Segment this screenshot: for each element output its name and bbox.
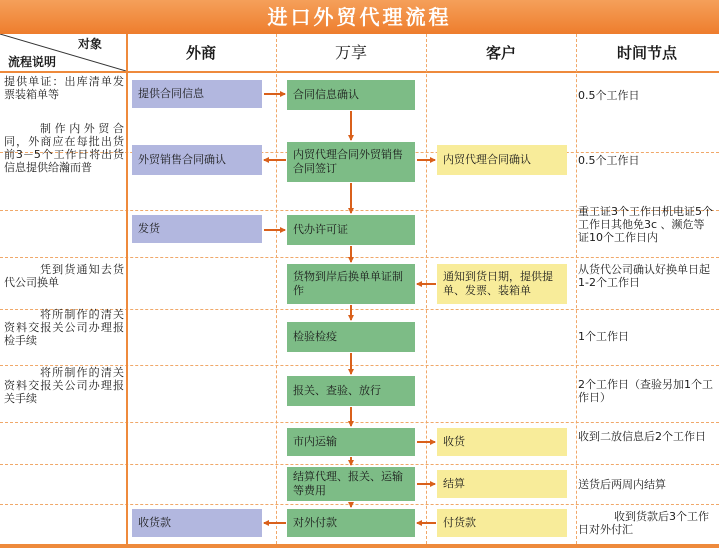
corner-label-process: 流程说明 [8,55,57,69]
wanheng-step: 内贸代理合同外贸销售合同签订 [287,142,415,182]
header-client: 客户 [485,44,516,62]
corner-label-object: 对象 [78,37,103,51]
process-note: 制作内外贸合同，外商应在每批出货前3－5个工作日将出货信息提供给瀚而普 [4,122,124,174]
time-node: 重工证3个工作日机电证5个工作日其他免3c 、濒危等证10个工作日内 [578,205,713,244]
wanheng-step: 检验检疫 [287,322,415,352]
chart-title: 进口外贸代理流程 [0,0,719,34]
client-step: 付货款 [437,509,567,537]
time-node: 2个工作日（查验另加1个工作日） [578,378,713,404]
wanheng-step: 合同信息确认 [287,80,415,110]
process-note: 将所制作的清关资料交报关公司办理报检手续 [4,308,124,347]
process-note: 凭到货通知去货代公司换单 [4,263,124,289]
wanheng-step: 报关、查验、放行 [287,376,415,406]
time-node: 1个工作日 [578,330,629,343]
time-node: 从货代公司确认好换单日起1-2个工作日 [578,263,710,289]
foreign-step: 提供合同信息 [132,80,262,108]
header-wanheng: 万享 [334,43,367,62]
time-node: 0.5个工作日 [578,89,640,102]
client-step: 内贸代理合同确认 [437,145,567,175]
foreign-step: 外贸销售合同确认 [132,145,262,175]
foreign-step: 收货款 [132,509,262,537]
wanheng-step: 代办许可证 [287,215,415,245]
process-note: 将所制作的清关资料交报关公司办理报关手续 [4,366,124,405]
time-node: 收到二放信息后2个工作日 [578,430,706,443]
client-step: 结算 [437,470,567,498]
wanheng-step: 市内运输 [287,428,415,456]
bottom-border [0,544,719,548]
header-time: 时间节点 [616,44,677,62]
wanheng-step: 对外付款 [287,509,415,537]
wanheng-step: 结算代理、报关、运输等费用 [287,467,415,501]
wanheng-step: 货物到岸后换单单证制作 [287,264,415,304]
foreign-step: 发货 [132,215,262,243]
flow-arrows [0,34,719,548]
header-foreign: 外商 [185,44,216,62]
process-note: 提供单证：出库清单发票装箱单等 [4,75,124,101]
client-step: 通知到货日期，提供提单、发票、装箱单 [437,264,567,304]
flow-table [0,34,719,548]
time-node: 0.5个工作日 [578,154,640,167]
client-step: 收货 [437,428,567,456]
time-node: 送货后两周内结算 [578,478,666,491]
time-node: 收到货款后3个工作日对外付汇 [578,510,709,536]
